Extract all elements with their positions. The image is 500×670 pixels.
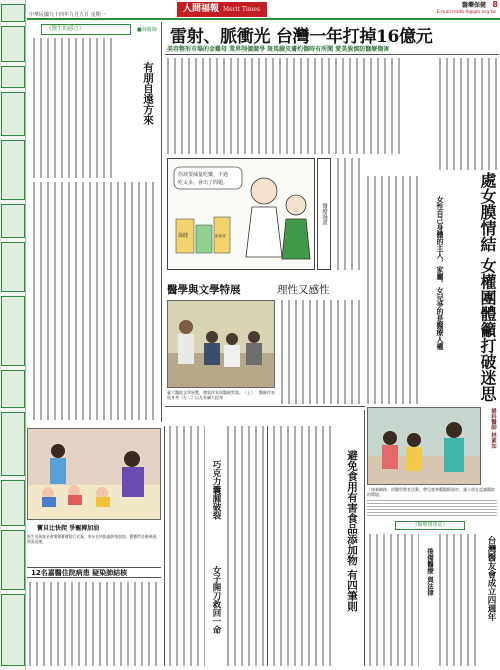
right-article-text (365, 176, 423, 404)
column-title: 有朋自遠方來 (142, 62, 154, 125)
cartoon-tag: 醫療漫畫 (317, 158, 331, 270)
nav-thumb[interactable] (1, 412, 25, 476)
doctors-photo-image (168, 301, 275, 388)
cartoon-speech-2: 吃太多，會出了問題。 (178, 180, 229, 186)
newspaper-page (27, 0, 500, 670)
column-rule (161, 22, 162, 422)
cyst-subhead: 巧克力囊腫破裂 (211, 460, 221, 520)
logo-subtitle: Merit Times (223, 6, 261, 13)
right-article-title: 處女膜情結 女權團體籲打破迷思 (478, 172, 497, 402)
nav-thumb[interactable] (1, 26, 25, 62)
bottle-label-right: 維他命 (215, 234, 226, 238)
babies-caption: 寶貝比快爬 爭寵搏加油 (37, 525, 100, 532)
info-station-label: 《醫療資訊站》 (395, 521, 465, 530)
section-title: 醫藥保健 (461, 2, 486, 9)
cyst-article-text (167, 426, 205, 666)
column-label: 《醫生的感言》 (41, 24, 131, 35)
right-article-subtitle: 女性自己身體的主人，家屬、女兒爭的是醫療人權 (436, 196, 444, 350)
headline-rule (165, 54, 499, 55)
kids-photo (367, 407, 481, 485)
doctors-photo-caption: 臺大醫院文學展覽，邀集作家與醫師對談。（上）：醫師作家瓶身秀（左二）以及家屬大提琴 (167, 390, 275, 400)
doctors-photo (167, 300, 275, 388)
nav-thumb[interactable] (1, 4, 25, 22)
kids-photo-caption: 「康泰網路」的醫學教育活動，帶兒童參觀醫療器材，讓小朋友認識醫院的環境。 (367, 487, 495, 497)
nav-thumb[interactable] (1, 66, 25, 88)
column-body-text (31, 38, 113, 178)
literature-article-text (279, 300, 363, 404)
babies-photo (27, 428, 161, 520)
nav-thumb[interactable] (1, 92, 25, 136)
nav-thumb[interactable] (1, 480, 25, 526)
info-article-text (367, 534, 419, 666)
cyst-article-text (225, 426, 265, 666)
logo-text: 人間福報 (183, 4, 220, 14)
literature-title: 醫學與文學特展 (167, 284, 241, 296)
column-body-text (31, 182, 159, 420)
column-author: ■林醫師 (137, 27, 157, 33)
food-headline: 避免食用有害食品添加物 有四筆則 (346, 450, 358, 612)
nav-thumb[interactable] (1, 242, 25, 292)
main-headline: 雷射、脈衝光 台灣一年打掉16億元 (170, 27, 433, 47)
info-article-subtitle: 後備醫療 與法律 (426, 548, 434, 596)
scholar-name: 婦科醫師 林素如 (490, 408, 496, 449)
section-rule (165, 406, 365, 407)
food-article-text (271, 426, 331, 666)
nav-thumb[interactable] (1, 140, 25, 200)
infection-headline: 12名嘉醫住院病患 疑染肺結核 (27, 567, 161, 578)
main-subhead: 美容整形市場的金雞母 業界削價競爭 斑馬臉皮膚灼傷時有所聞 愛美族慎防醫療傷害 (167, 46, 390, 53)
nav-thumb[interactable] (1, 594, 25, 666)
info-article-headline: 台灣醫友會成立四週年 (486, 536, 496, 621)
kids-article-text (367, 500, 497, 516)
contact-email[interactable]: E-mail:mtdb-9@gm.org.tw (436, 10, 496, 15)
cartoon-illustration (168, 159, 314, 269)
issue-date: 中華民國九十四年九月五日 星期一 (29, 12, 106, 18)
lead-article-text (437, 58, 499, 170)
literature-subtitle: 理性又感性 (277, 284, 330, 296)
kids-photo-image (368, 408, 481, 485)
bottle-label-left: 保健 (178, 233, 189, 239)
infection-article-text (27, 582, 161, 666)
column-rule (267, 426, 268, 666)
babies-photo-image (28, 429, 161, 520)
cartoon-speech-1: 你該要減量吃藥，不過 (178, 172, 229, 178)
column-rule (164, 426, 165, 666)
page-thumbnail-strip[interactable] (0, 0, 26, 670)
column-rule (364, 410, 365, 666)
cyst-subhead-2: 女子開刀救回一命 (211, 566, 221, 634)
masthead (27, 0, 500, 20)
newspaper-logo[interactable] (177, 2, 267, 17)
nav-thumb[interactable] (1, 296, 25, 366)
medical-cartoon (167, 158, 315, 270)
info-article-text (437, 534, 479, 666)
cartoon-side-text (335, 158, 361, 270)
page-number: 8 (492, 0, 498, 9)
nav-thumb[interactable] (1, 204, 25, 238)
nav-thumb[interactable] (1, 530, 25, 590)
lead-article-text (165, 58, 401, 154)
nav-thumb[interactable] (1, 370, 25, 408)
babies-text: 衛生局與基金會舉辦寶寶爬行比賽，家長在終點處熱情加油，寶寶們各顯神通，場面逗趣。 (27, 534, 160, 544)
